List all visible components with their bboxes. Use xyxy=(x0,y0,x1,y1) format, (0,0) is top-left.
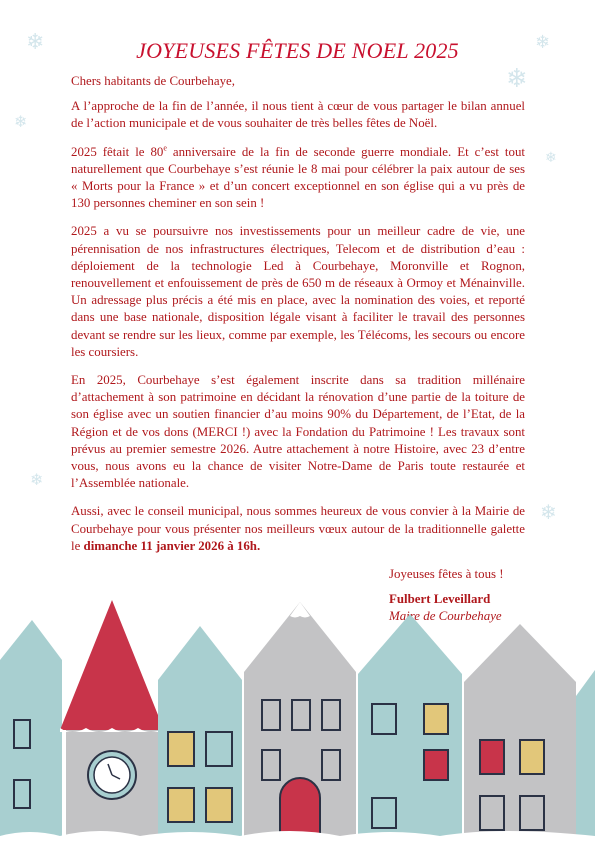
page-title: JOYEUSES FÊTES DE NOEL 2025 xyxy=(136,38,459,63)
snowflake-icon: ❄ xyxy=(535,32,551,53)
house-teal-left xyxy=(0,620,62,842)
house-grey-right xyxy=(464,624,595,842)
letter-body xyxy=(71,73,525,566)
paragraph-investments: 2025 a vu se poursuivre nos investissements pour un meilleur cadre de vie, une pérennisation de nos infrastructures électriques, Telecom et de distribution d’eau : déploiement de la technologie Led à Courbehaye, Moronville et Rognon, renouvellement et enfouissement de près de 650 m de réseaux à Ormoy et Ménainville. Un adressage plus précis a été mis en place, avec la nomination des voies, et reporté dans une base nationale, disposition légale visant à faciliter le travail des personnes devant se rendre sur les lieux, comme par exemple, les Télécoms, les secours ou encore les coursiers. xyxy=(71,224,525,359)
houses-illustration xyxy=(0,600,595,842)
clock-tower xyxy=(60,600,164,842)
signatory-name: Fulbert Leveillard xyxy=(389,592,491,607)
closing-wish: Joyeuses fêtes à tous ! xyxy=(389,567,504,581)
snowflake-icon: ❄ xyxy=(506,64,528,94)
signatory-role: Maire de Courbehaye xyxy=(389,609,502,624)
snowflake-icon: ❄ xyxy=(14,112,28,131)
house-teal-2 xyxy=(158,626,242,842)
greeting: Chers habitants de Courbehaye, xyxy=(71,74,235,88)
paragraph-invitation: Aussi, avec le conseil municipal, nous sommes heureux de vous convier à la Mairie de Courbehaye pour vous présenter nos meilleurs vœux autour de la traditionnelle galette le dimanche 11 janvier 2026 à 16h. xyxy=(71,504,525,553)
snowflake-icon: ❄ xyxy=(26,30,45,55)
paragraph-heritage: En 2025, Courbehaye s’est également inscrite dans sa tradition millénaire d’attachement à son patrimoine en décidant la rénovation d’une partie de la toiture de son église avec un soutien financier d’au moins 90% du Département, de l’Etat, de la Région et de vos dons (MERCI !) avec la Fondation du Patrimoine ! Les travaux sont prévus au premier semestre 2026. Autre attachement à notre Histoire, avec 23 d’entre vous, nous avons eu la chance de visiter Notre-Dame de Paris toute restaurée et l’Assemblée nationale. xyxy=(71,373,525,491)
snowflake-icon: ❄ xyxy=(540,500,557,524)
paragraph-anniversary: 2025 fêtait le 80e anniversaire de la fin de seconde guerre mondiale. Et c’est tout naturellement que Courbehaye s’est réunie le 8 mai pour célébrer la paix autour de ses « Morts pour la France » et d’un concert exceptionnel en son église qui a vu près de 130 personnes cheminer en son sein ! xyxy=(71,143,525,211)
snowflake-icon: ❄ xyxy=(545,150,557,166)
snowflake-icon: ❄ xyxy=(30,470,44,489)
house-teal-right xyxy=(358,614,462,842)
paragraph-intro: A l’approche de la fin de l’année, il nous tient à cœur de vous partager le bilan annuel de l’action municipale et de vous souhaiter de très belles fêtes de Noël. xyxy=(71,99,525,131)
house-grey-center xyxy=(244,602,356,842)
event-date: dimanche 11 janvier 2026 à 16h. xyxy=(83,538,261,553)
